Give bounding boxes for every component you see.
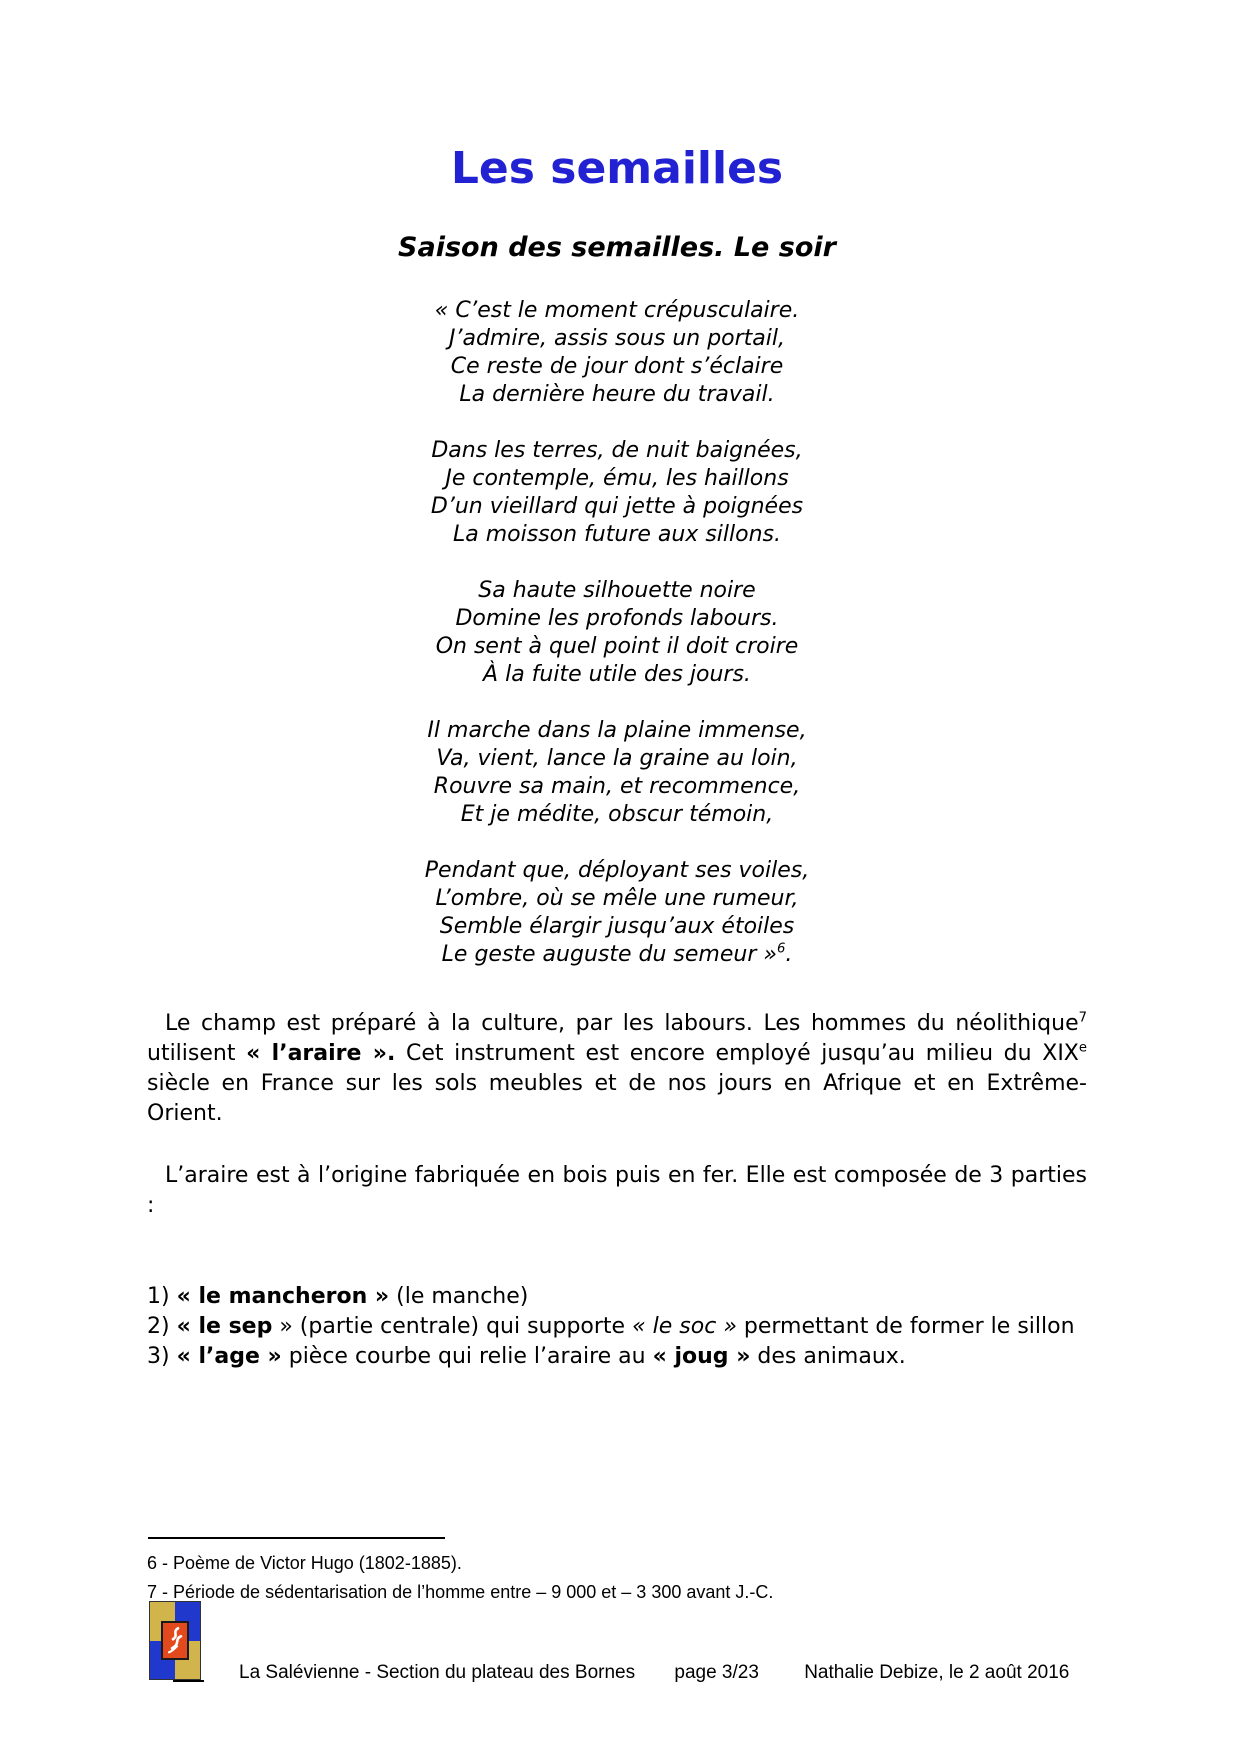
poem-line: Domine les profonds labours.: [455, 606, 779, 631]
list-item-age: 3) « l’age » pièce courbe qui relie l’araire au « joug » des animaux.: [147, 1344, 906, 1369]
poem-line: Ce reste de jour dont s’éclaire: [450, 354, 784, 379]
poem-line: Il marche dans la plaine immense,: [427, 718, 807, 743]
poem-line: Sa haute silhouette noire: [478, 578, 756, 603]
poem-line: Dans les terres, de nuit baignées,: [431, 438, 803, 463]
page-title: Les semailles: [450, 143, 784, 194]
poem-line: La dernière heure du travail.: [459, 382, 775, 407]
poem-line: La moisson future aux sillons.: [453, 522, 781, 547]
poem-line: Je contemple, ému, les haillons: [445, 466, 789, 491]
poem-stanza-5: [147, 857, 1087, 969]
poem-line: On sent à quel point il doit croire: [435, 634, 799, 659]
footer-author-date: Nathalie Debize, le 2 août 2016: [804, 1662, 1070, 1683]
footnote-separator: [148, 1537, 445, 1539]
poem-stanza-4: [147, 717, 1087, 829]
paragraph-araire-intro: Le champ est préparé à la culture, par les labours. Les hommes du néolithique$^7$ utilisent « l’araire ». Cet instrument est encore employé jusqu’au milieu du XIXe siècle en France sur les sols meubles et de nos jours en Afrique et en Extrême-Orient.: [147, 1010, 1087, 1126]
poem-line: D’un vieillard qui jette à poignées: [430, 494, 804, 519]
poem-stanza-1: [147, 297, 1087, 409]
footnote-6: 6 - Poème de Victor Hugo (1802-1885).: [147, 1553, 462, 1573]
poem-line: Va, vient, lance la graine au loin,: [436, 746, 798, 771]
poem-subtitle: Saison des semailles. Le soir: [398, 232, 836, 263]
poem-line: J’admire, assis sous un portail,: [448, 326, 785, 351]
poem-line: Pendant que, déployant ses voiles,: [424, 858, 810, 883]
poem-line: L’ombre, où se mêle une rumeur,: [435, 886, 799, 911]
footnote-7: 7 - Période de sédentarisation de l’homme entre – 9 000 et – 3 300 avant J.-C.: [147, 1582, 774, 1602]
page-footer: [239, 1661, 1069, 1685]
poem-stanza-2: [147, 437, 1087, 549]
footer-page-number: page 3/23: [674, 1662, 759, 1683]
list-item-mancheron: 1) « le mancheron » (le manche): [147, 1284, 529, 1309]
footnotes: [147, 1549, 1087, 1607]
poem: [147, 297, 1087, 997]
poem-line: « C’est le moment crépusculaire.: [434, 298, 800, 323]
la-salevienne-logo: [150, 1602, 200, 1679]
poem-line: Rouvre sa main, et recommence,: [433, 774, 801, 799]
logo-emblem: [161, 1621, 189, 1660]
poem-line: Et je médite, obscur témoin,: [460, 802, 774, 827]
footer-organization: La Salévienne - Section du plateau des Bornes: [239, 1662, 636, 1683]
list-item-sep: 2) « le sep » (partie centrale) qui supporte « le soc » permettant de former le sillon: [147, 1314, 1075, 1339]
paragraph-araire-parts: L’araire est à l’origine fabriquée en bois puis en fer. Elle est composée de 3 parties :: [147, 1163, 1087, 1218]
poem-stanza-3: [147, 577, 1087, 689]
poem-line: À la fuite utile des jours.: [483, 662, 751, 687]
parts-list: [147, 1282, 1087, 1372]
logo-squiggle-icon: [163, 1623, 187, 1658]
poem-line: Le geste auguste du semeur »$^6$.: [441, 941, 793, 967]
poem-line: Semble élargir jusqu’aux étoiles: [439, 914, 795, 939]
